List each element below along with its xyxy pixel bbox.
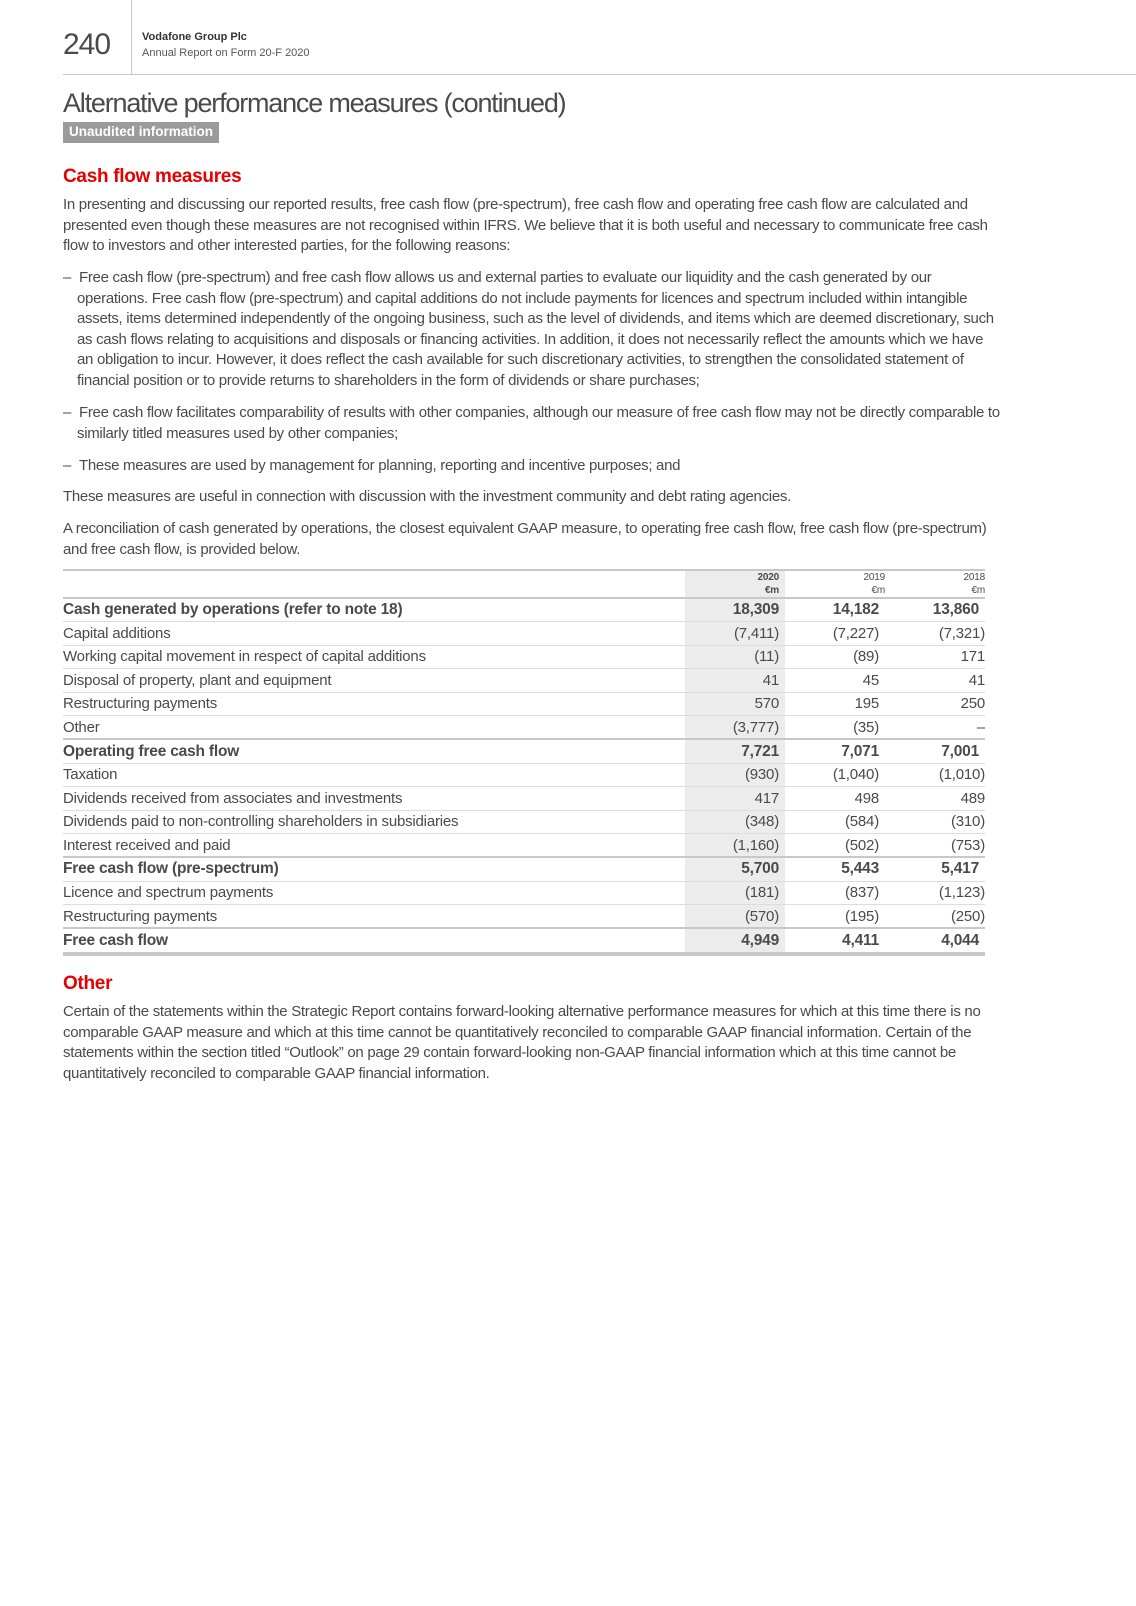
table-row xyxy=(63,622,985,645)
value-2020: (7,411) xyxy=(685,622,785,645)
report-name: Annual Report on Form 20-F 2020 xyxy=(142,47,310,59)
value-2018: 4,044 xyxy=(885,928,985,953)
column-header-2019: 2019 €m xyxy=(785,570,885,598)
value-2018: (310) xyxy=(885,810,985,833)
row-label: Restructuring payments xyxy=(63,692,685,715)
table-row xyxy=(63,905,985,929)
value-2020: 18,309 xyxy=(685,598,785,622)
row-label: Dividends paid to non-controlling shareholders in subsidiaries xyxy=(63,810,685,833)
value-2020: 570 xyxy=(685,692,785,715)
table-row xyxy=(63,739,985,763)
value-2020: 417 xyxy=(685,787,785,810)
page-number: 240 xyxy=(63,28,111,61)
row-label: Capital additions xyxy=(63,622,685,645)
value-2019: (502) xyxy=(785,833,885,857)
value-2020: (348) xyxy=(685,810,785,833)
table-row xyxy=(63,810,985,833)
table-row xyxy=(63,692,985,715)
usefulness-paragraph: These measures are useful in connection with discussion with the investment community and debt rating agencies. xyxy=(63,488,791,505)
dash-bullet-icon: – xyxy=(63,269,72,286)
value-2019: 5,443 xyxy=(785,857,885,881)
value-2020: 4,949 xyxy=(685,928,785,953)
table-row xyxy=(63,833,985,857)
value-2020: (3,777) xyxy=(685,715,785,739)
cash-flow-heading: Cash flow measures xyxy=(63,166,242,187)
row-label: Disposal of property, plant and equipment xyxy=(63,669,685,692)
value-2019: (89) xyxy=(785,645,885,668)
value-2019: (584) xyxy=(785,810,885,833)
value-2019: (35) xyxy=(785,715,885,739)
value-2019: 4,411 xyxy=(785,928,885,953)
value-2018: (250) xyxy=(885,905,985,929)
row-label: Working capital movement in respect of capital additions xyxy=(63,645,685,668)
bullet-text: These measures are used by management for planning, reporting and incentive purposes; and xyxy=(79,457,681,474)
value-2020: (570) xyxy=(685,905,785,929)
value-2018: 171 xyxy=(885,645,985,668)
value-2018: (1,123) xyxy=(885,881,985,904)
table-row xyxy=(63,857,985,881)
bullet-text: Free cash flow (pre-spectrum) and free cash flow allows us and external parties to evaluate our liquidity and the cash generated by our operations. Free cash flow (pre-spectrum) and capital additions do not include payments for licences and spectrum included within intangible assets, items determined independently of the ongoing business, such as the level of dividends, and items which are deemed discretionary, such as cash flows relating to acquisitions and disposals or financing activities. In addition, it does not necessarily reflect the amounts which we have an obligation to incur. However, it does reflect the cash available for such discretionary activities, to strengthen the consolidated statement of financial position or to provide returns to shareholders in the form of dividends or share purchases; xyxy=(77,269,994,389)
value-2018: 489 xyxy=(885,787,985,810)
reconciliation-intro: A reconciliation of cash generated by operations, the closest equivalent GAAP measure, to operating free cash flow, free cash flow (pre-spectrum) and free cash flow, is provided below. xyxy=(63,520,987,558)
cash-flow-intro: In presenting and discussing our reported results, free cash flow (pre-spectrum), free cash flow and operating free cash flow are calculated and presented even though these measures are not recognised within IFRS. We believe that it is both useful and necessary to communicate free cash flow to investors and other interested parties, for the following reasons: xyxy=(63,196,988,254)
value-2020: (11) xyxy=(685,645,785,668)
value-2020: (930) xyxy=(685,763,785,786)
row-label: Free cash flow (pre-spectrum) xyxy=(63,857,685,881)
value-2018: (1,010) xyxy=(885,763,985,786)
value-2019: 498 xyxy=(785,787,885,810)
bullet-item xyxy=(63,456,1002,477)
value-2019: (1,040) xyxy=(785,763,885,786)
value-2018: (7,321) xyxy=(885,622,985,645)
page-header xyxy=(63,20,1136,75)
value-2018: 41 xyxy=(885,669,985,692)
value-2018: (753) xyxy=(885,833,985,857)
row-label: Cash generated by operations (refer to note 18) xyxy=(63,598,685,622)
row-label: Interest received and paid xyxy=(63,833,685,857)
value-2018: – xyxy=(885,715,985,739)
value-2019: (195) xyxy=(785,905,885,929)
table-row xyxy=(63,763,985,786)
row-label: Other xyxy=(63,715,685,739)
value-2019: (837) xyxy=(785,881,885,904)
value-2019: 14,182 xyxy=(785,598,885,622)
row-label: Dividends received from associates and investments xyxy=(63,787,685,810)
bullet-item xyxy=(63,268,1002,391)
bullet-text: Free cash flow facilitates comparability of results with other companies, although our measure of free cash flow may not be directly comparable to similarly titled measures used by other companies; xyxy=(77,404,1000,442)
page-title: Alternative performance measures (continued) xyxy=(63,88,566,118)
value-2020: (181) xyxy=(685,881,785,904)
table-row xyxy=(63,715,985,739)
value-2019: 45 xyxy=(785,669,885,692)
cash-flow-reconciliation-table xyxy=(63,569,985,956)
value-2020: 5,700 xyxy=(685,857,785,881)
value-2019: 195 xyxy=(785,692,885,715)
value-2018: 5,417 xyxy=(885,857,985,881)
dash-bullet-icon: – xyxy=(63,457,72,474)
row-label: Free cash flow xyxy=(63,928,685,953)
row-label: Taxation xyxy=(63,763,685,786)
row-label: Licence and spectrum payments xyxy=(63,881,685,904)
label-column-header xyxy=(63,570,685,598)
column-header-2020: 2020 €m xyxy=(685,570,785,598)
table-row xyxy=(63,787,985,810)
header-divider xyxy=(131,0,132,74)
table-row xyxy=(63,645,985,668)
bullet-item xyxy=(63,403,1002,444)
row-label: Restructuring payments xyxy=(63,905,685,929)
table-row xyxy=(63,881,985,904)
value-2019: (7,227) xyxy=(785,622,885,645)
table-header-row xyxy=(63,570,985,598)
unaudited-badge: Unaudited information xyxy=(63,122,219,143)
other-text: Certain of the statements within the Strategic Report contains forward-looking alternative performance measures for which at this time there is no comparable GAAP measure and which at this time cannot be quantitatively reconciled to comparable GAAP financial information. Certain of the statements within the section titled “Outlook” on page 29 contain forward-looking non-GAAP financial information which at this time cannot be quantitatively reconciled to comparable GAAP financial information. xyxy=(63,1003,981,1082)
organization-name: Vodafone Group Plc xyxy=(142,31,247,43)
other-heading: Other xyxy=(63,973,113,994)
value-2020: 7,721 xyxy=(685,739,785,763)
value-2020: 41 xyxy=(685,669,785,692)
value-2019: 7,071 xyxy=(785,739,885,763)
value-2020: (1,160) xyxy=(685,833,785,857)
table-row xyxy=(63,598,985,622)
dash-bullet-icon: – xyxy=(63,404,72,421)
column-header-2018: 2018 €m xyxy=(885,570,985,598)
value-2018: 13,860 xyxy=(885,598,985,622)
table-row xyxy=(63,669,985,692)
table-row xyxy=(63,928,985,953)
value-2018: 250 xyxy=(885,692,985,715)
value-2018: 7,001 xyxy=(885,739,985,763)
row-label: Operating free cash flow xyxy=(63,739,685,763)
